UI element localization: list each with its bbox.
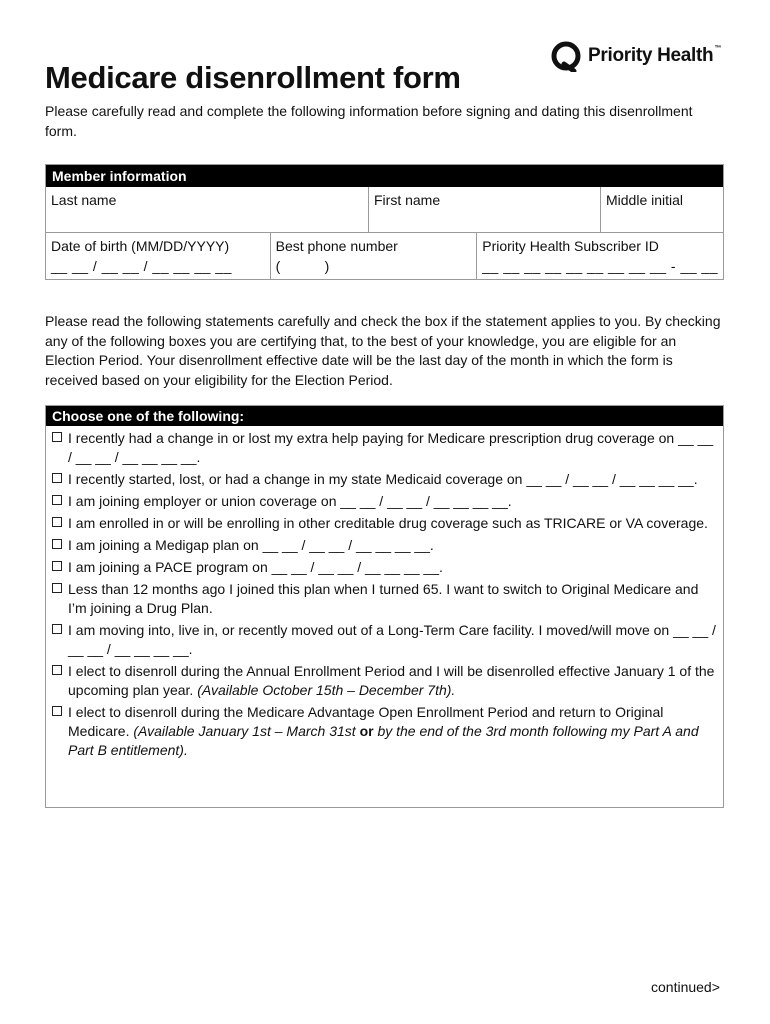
checkbox[interactable] bbox=[52, 665, 62, 675]
last-name-label: Last name bbox=[51, 192, 117, 208]
option-text: I am joining employer or union coverage on __ __ / __ __ / __ __ __ __. bbox=[68, 493, 512, 509]
checkbox[interactable] bbox=[52, 624, 62, 634]
checkbox[interactable] bbox=[52, 583, 62, 593]
date-of-birth-blank: __ __ / __ __ / __ __ __ __ bbox=[51, 258, 232, 274]
option-medicaid-change[interactable] bbox=[46, 470, 723, 489]
option-medigap-plan[interactable] bbox=[46, 536, 723, 555]
checkbox[interactable] bbox=[52, 561, 62, 571]
logo-text: Priority Health™ bbox=[588, 45, 722, 66]
option-extra-help-change[interactable] bbox=[46, 429, 723, 467]
election-period-options bbox=[45, 405, 724, 808]
option-ma-open-enrollment[interactable] bbox=[46, 703, 723, 760]
phone-number-blank: ( ) bbox=[275, 258, 330, 274]
option-text: I elect to disenroll during the Medicare Advantage Open Enrollment Period and return to Original Medicare. bbox=[68, 704, 664, 739]
option-employer-coverage[interactable] bbox=[46, 492, 723, 511]
date-of-birth-label: Date of birth (MM/DD/YYYY) bbox=[51, 238, 230, 254]
page-title: Medicare disenrollment form bbox=[45, 60, 461, 95]
option-text: I am joining a Medigap plan on __ __ / __ __ / __ __ __ __. bbox=[68, 537, 434, 553]
option-text: Less than 12 months ago I joined this plan when I turned 65. I want to switch to Original Medicare and I’m joining a Drug Plan. bbox=[68, 581, 699, 616]
name-row bbox=[46, 187, 723, 232]
checkbox[interactable] bbox=[52, 706, 62, 716]
priority-health-logo bbox=[550, 38, 740, 74]
checkbox[interactable] bbox=[52, 495, 62, 505]
option-note: (Available October 15th – December 7th). bbox=[197, 682, 456, 698]
priority-health-logo-icon bbox=[550, 40, 582, 72]
first-name-label: First name bbox=[374, 192, 441, 208]
subscriber-id-label: Priority Health Subscriber ID bbox=[482, 238, 659, 254]
checkbox[interactable] bbox=[52, 473, 62, 483]
option-note: (Available January 1st – March 31st or by the end of the 3rd month following my Part A and Part B entitlement). bbox=[68, 723, 699, 758]
last-name-field[interactable] bbox=[46, 187, 368, 232]
middle-initial-field[interactable] bbox=[600, 187, 723, 232]
option-long-term-care[interactable] bbox=[46, 621, 723, 659]
date-of-birth-field[interactable] bbox=[46, 233, 270, 279]
option-creditable-drug-coverage[interactable] bbox=[46, 514, 723, 533]
option-text: I elect to disenroll during the Annual Enrollment Period and I will be disenrolled effective January 1 of the upcoming plan year. bbox=[68, 663, 715, 698]
contact-row bbox=[46, 232, 723, 279]
option-text: I recently started, lost, or had a change in my state Medicaid coverage on __ __ / __ __ / __ __ __ __. bbox=[68, 471, 698, 487]
intro-text: Please carefully read and complete the following information before signing and dating this disenrollment form. bbox=[45, 103, 693, 139]
instructions-text: Please read the following statements carefully and check the box if the statement applies to you. By checking any of the following boxes you are certifying that, to the best of your knowledge, you are eligible for an Election Period. Your disenrollment effective date will be the last day of the month in which the form is received based on your eligibility for the Election Period. bbox=[45, 313, 721, 388]
member-information-table bbox=[45, 164, 724, 280]
option-text: I am enrolled in or will be enrolling in other creditable drug coverage such as TRICARE or VA coverage. bbox=[68, 515, 708, 531]
choose-header: Choose one of the following: bbox=[46, 406, 723, 426]
checkbox[interactable] bbox=[52, 539, 62, 549]
option-text: I am joining a PACE program on __ __ / __ __ / __ __ __ __. bbox=[68, 559, 443, 575]
option-turned-65[interactable] bbox=[46, 580, 723, 618]
member-information-header: Member information bbox=[46, 165, 723, 187]
first-name-field[interactable] bbox=[368, 187, 600, 232]
option-pace-program[interactable] bbox=[46, 558, 723, 577]
continued-label: continued> bbox=[651, 979, 720, 995]
option-annual-enrollment[interactable] bbox=[46, 662, 723, 700]
checkbox[interactable] bbox=[52, 432, 62, 442]
middle-initial-label: Middle initial bbox=[606, 192, 684, 208]
phone-number-label: Best phone number bbox=[275, 238, 398, 254]
subscriber-id-field[interactable] bbox=[476, 233, 723, 279]
phone-number-field[interactable] bbox=[270, 233, 477, 279]
option-text: I am moving into, live in, or recently moved out of a Long-Term Care facility. I moved/will move on __ __ / __ __ / __ __ __ __. bbox=[68, 622, 716, 657]
checkbox[interactable] bbox=[52, 517, 62, 527]
option-text: I recently had a change in or lost my extra help paying for Medicare prescription drug coverage on __ __ / __ __ / __ __ __ __. bbox=[68, 430, 714, 465]
subscriber-id-blank: __ __ __ __ __ __ __ __ __ - __ __ bbox=[482, 258, 718, 274]
